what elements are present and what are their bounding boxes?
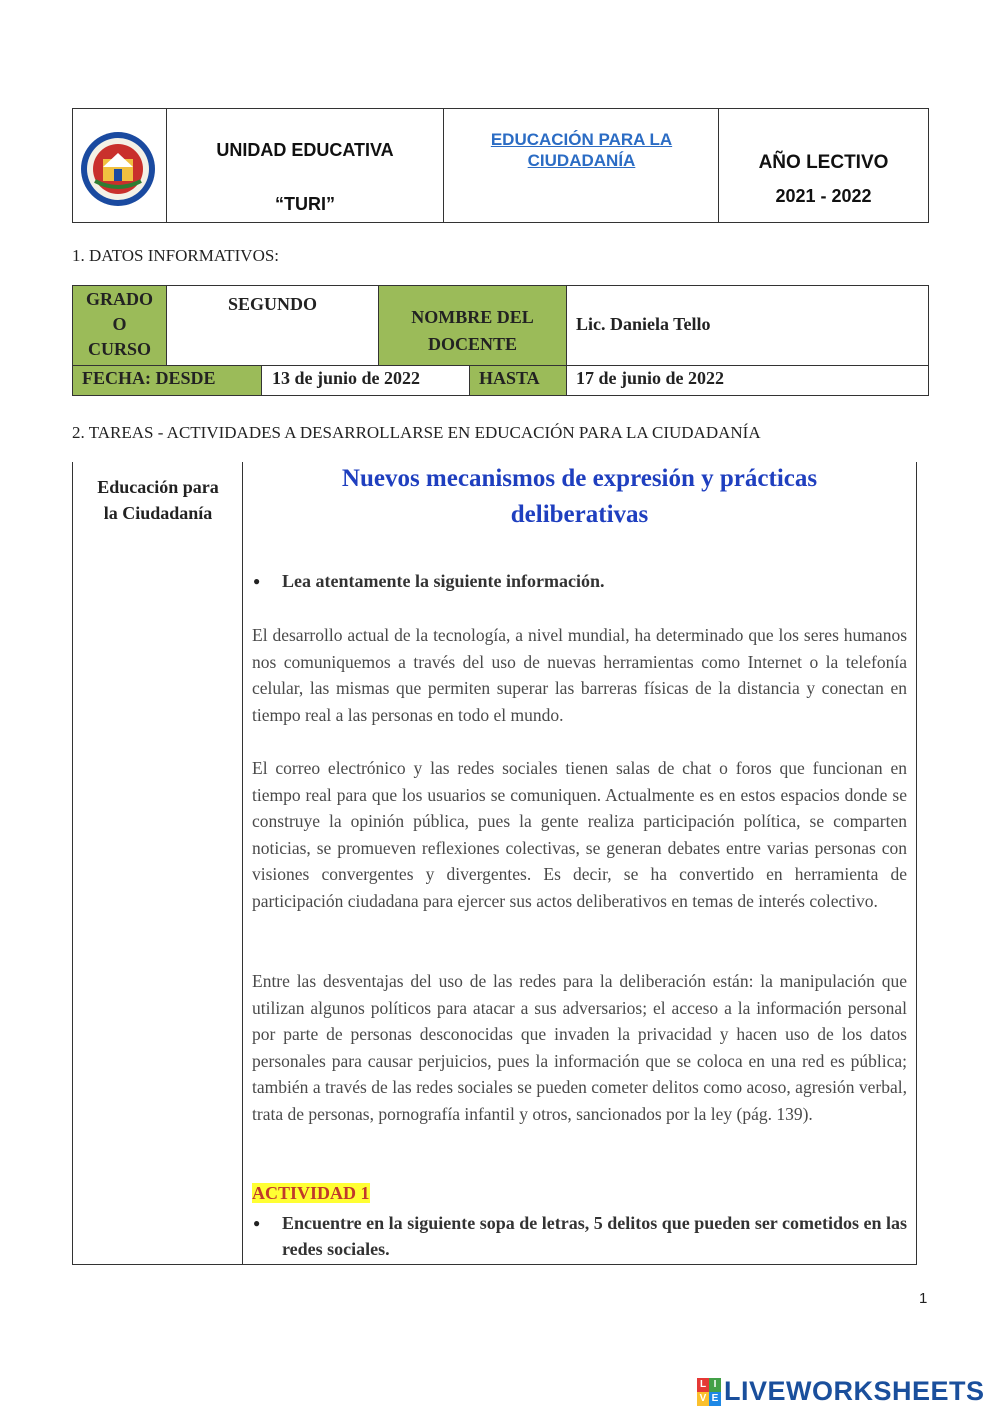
paragraph-2: El correo electrónico y las redes sociales tienen salas de chat o foros que funcionan en tiempo real para que los usuarios se comuniquen. Actualmente es en estos espacios donde se construye la opinión pública, pues la gente realiza participación política, se comparten noticias, se promueven reflexiones colectivas, se generan debates entre varias personas con visiones convergentes y divergentes. Es decir, se ha convertido en herramienta de participación ciudadana para ejercer sus actos deliberativos en temas de interés colectivo. xyxy=(252,758,907,911)
date-from-value: 13 de junio de 2022 xyxy=(262,366,470,395)
bullet-icon: ● xyxy=(253,1216,261,1230)
section-1-heading: 1. DATOS INFORMATIVOS: xyxy=(72,246,280,265)
liveworksheets-logo-icon: L I V E xyxy=(697,1378,721,1406)
grade-label-2: O xyxy=(112,314,127,334)
grade-label-3: CURSO xyxy=(87,339,151,359)
school-name-cell xyxy=(167,109,444,222)
date-from-label: FECHA: DESDE xyxy=(73,366,262,395)
section-2-heading: 2. TAREAS - ACTIVIDADES A DESARROLLARSE EN EDUCACIÓN PARA LA CIUDADANÍA xyxy=(72,423,761,442)
subject-line-1: Educación para xyxy=(97,477,219,497)
school-name: UNIDAD EDUCATIVA xyxy=(216,140,394,160)
teacher-label-cell xyxy=(379,286,567,366)
subject-column xyxy=(73,462,243,1264)
info-table xyxy=(72,285,929,396)
lesson-title-line-2: deliberativas xyxy=(510,501,649,528)
logo-cell xyxy=(73,109,167,222)
year-cell xyxy=(719,109,928,222)
subject-link[interactable]: EDUCACIÓN PARA LA CIUDADANÍA xyxy=(490,130,673,170)
subject-cell xyxy=(444,109,719,222)
school-logo-icon xyxy=(73,109,167,222)
grade-value: SEGUNDO xyxy=(167,286,379,366)
teacher-label-2: DOCENTE xyxy=(427,334,517,354)
bullet-icon: ● xyxy=(253,574,261,588)
school-name-quoted: “TURI” xyxy=(275,194,335,214)
year-label: AÑO LECTIVO xyxy=(758,152,889,173)
subject-column-label xyxy=(73,474,243,526)
date-to-label: HASTA xyxy=(470,366,567,395)
reading-instruction: Lea atentamente la siguiente información. xyxy=(282,571,605,591)
paragraph-1: El desarrollo actual de la tecnología, a nivel mundial, ha determinado que los seres humanos nos comuniquemos a través del uso de nuevas herramientas como Internet o la telefonía celular, las mismas que permiten superar las barreras físicas de la distancia y conectan en tiempo real a las personas en todo el mundo. xyxy=(252,625,907,725)
year-value: 2021 - 2022 xyxy=(775,186,872,206)
page-number: 1 xyxy=(919,1290,928,1307)
teacher-label-1: NOMBRE DEL xyxy=(411,307,534,327)
activity-label: ACTIVIDAD 1 xyxy=(252,1183,370,1203)
header-table xyxy=(72,108,929,223)
grade-label-1: GRADO xyxy=(86,289,153,309)
lesson-title-line-1: Nuevos mecanismos de expresión y prácticas xyxy=(341,465,818,492)
activity-instruction: Encuentre en la siguiente sopa de letras, 5 delitos que pueden ser cometidos en las redes sociales. xyxy=(282,1213,907,1259)
liveworksheets-brand[interactable]: LIVEWORKSHEETS xyxy=(724,1376,985,1406)
subject-line-2: la Ciudadanía xyxy=(103,503,213,523)
paragraph-3: Entre las desventajas del uso de las redes para la deliberación están: la manipulación que utilizan algunos políticos para atacar a sus adversarios; el acceso a la información personal por parte de personas desconocidas que invaden la privacidad y hacen uso de los datos personales para causar perjuicios, pues la información que se coloca en una red es pública; también a través de las redes sociales se pueden cometer delitos como acoso, agresión verbal, trata de personas, pornografía infantil y otros, sancionados por la ley (pág. 139). xyxy=(252,971,907,1124)
activity-label-wrap xyxy=(252,1183,370,1204)
lesson-title xyxy=(252,461,907,533)
date-to-value: 17 de junio de 2022 xyxy=(576,368,725,388)
grade-label-cell xyxy=(73,286,167,366)
teacher-value: Lic. Daniela Tello xyxy=(567,286,928,366)
